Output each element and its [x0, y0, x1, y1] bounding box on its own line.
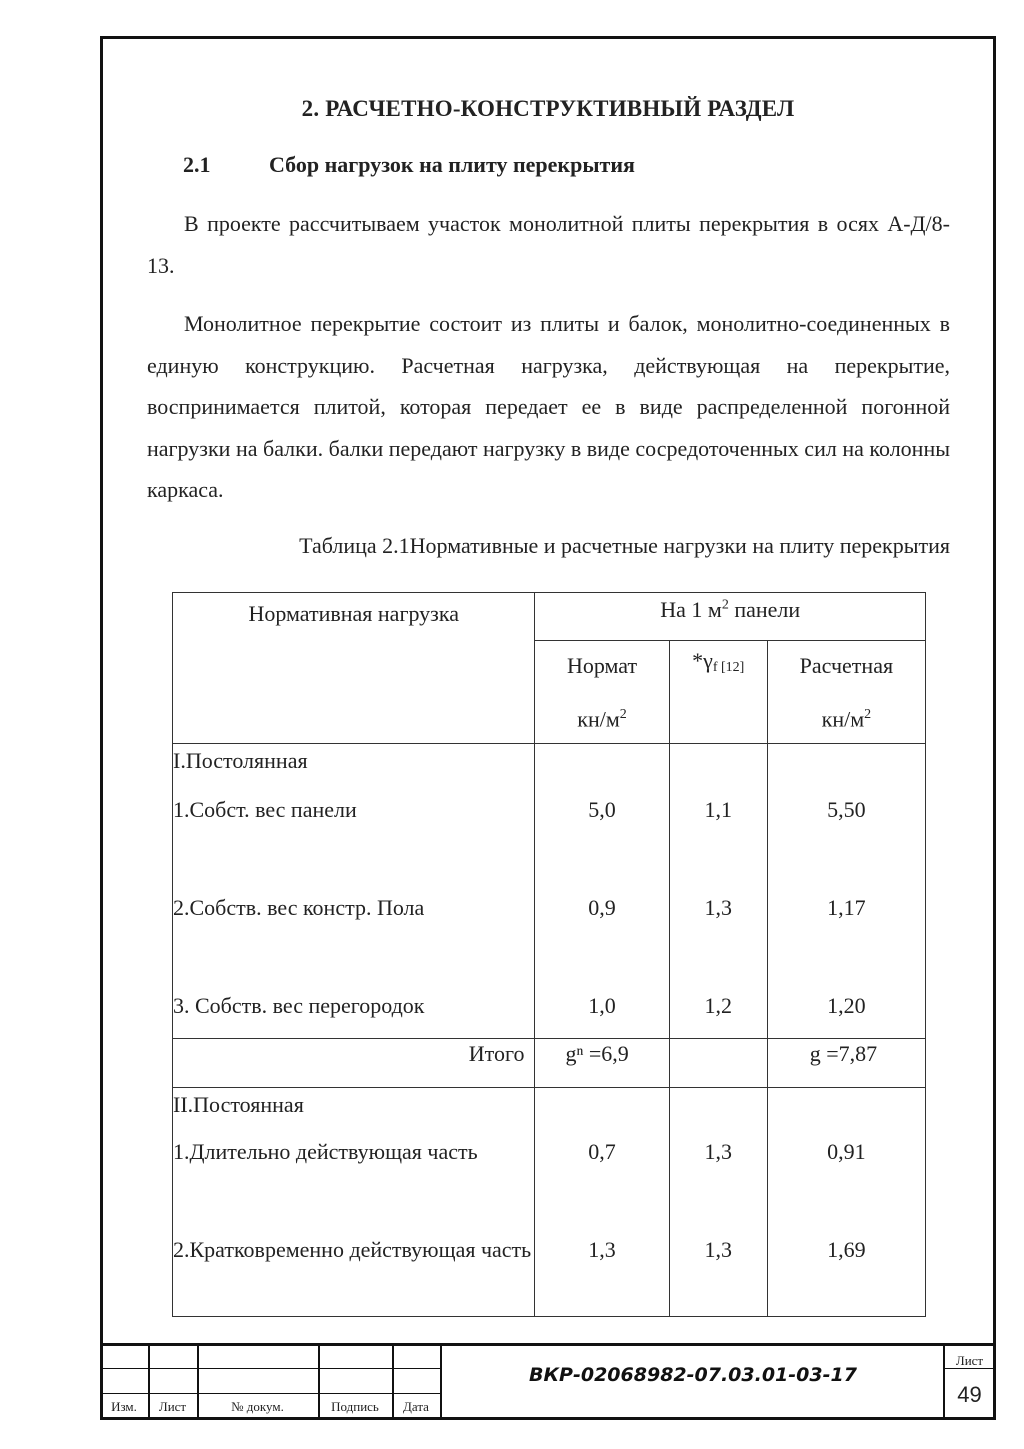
title-block-row-line: [100, 1368, 442, 1369]
group-1-row-3-gamma: 1,2: [704, 993, 732, 1019]
header-calc-sup: 2: [864, 707, 872, 722]
sheet-label: Лист: [955, 1353, 984, 1368]
title-block-divider: [440, 1346, 442, 1420]
title-block: [100, 1343, 996, 1420]
group-1-calc-values: [767, 744, 925, 1039]
group-1-norm-values: [535, 744, 669, 1039]
total-row: [173, 1039, 926, 1088]
group-1-title: I.Постолянная: [173, 748, 308, 774]
group-2-row-1-norm: 0,7: [588, 1139, 616, 1165]
group-2-norm-values: [535, 1088, 669, 1317]
document-code: ВКР-02068982-07.03.01-03-17: [529, 1364, 857, 1386]
header-gamma: [669, 641, 767, 744]
header-per-unit-sup: 2: [721, 597, 729, 613]
group-1-row-1-gamma: 1,1: [704, 797, 732, 823]
label-sheet: Лист: [158, 1399, 187, 1414]
group-1-row-3-norm: 1,0: [588, 993, 616, 1019]
header-calc: [767, 641, 925, 744]
group-1-names: [173, 744, 535, 1039]
paragraph-2: Монолитное перекрытие состоит из плиты и балок, монолитно-соединенных в единую конструкцию. Расчетная нагрузка, действующая на перекрытие, воспринимается плитой, которая передает ее в виде распределенной погонной нагрузки на балки. балки передают нагрузку в виде сосредоточенных сил на колонны каркаса.: [147, 311, 950, 502]
group-1-block: [173, 744, 926, 1039]
group-2-row-2-name: 2.Кратковременно действующая часть: [173, 1237, 532, 1263]
table-caption: Таблица 2.1Нормативные и расчетные нагрузки на плиту перекрытия: [299, 533, 950, 558]
header-per-unit: [535, 593, 926, 641]
group-1-row-2-norm: 0,9: [588, 895, 616, 921]
header-calc-unit: кн/м: [821, 706, 865, 732]
header-per-unit-prefix: На 1 м: [660, 597, 722, 622]
total-label: Итого: [173, 1039, 535, 1088]
group-1-row-1-name: 1.Собст. вес панели: [173, 797, 357, 823]
group-2-block: [173, 1088, 926, 1317]
header-norm-line2: [535, 690, 668, 743]
group-1-gamma-values: [669, 744, 767, 1039]
group-2-row-2-norm: 1,3: [588, 1237, 616, 1263]
header-load-name-text: Нормативная нагрузка: [248, 601, 459, 626]
header-gamma-sub: f [12]: [712, 660, 745, 675]
group-1-row-3-name: 3. Собств. вес перегородок: [173, 993, 425, 1019]
group-2-names: [173, 1088, 535, 1317]
group-2-calc-values: [767, 1088, 925, 1317]
section-heading: 2. РАСЧЕТНО-КОНСТРУКТИВНЫЙ РАЗДЕЛ: [301, 96, 795, 121]
header-norm-unit: кн/м: [577, 706, 620, 732]
header-calc-line1: Расчетная: [799, 653, 894, 678]
group-1-row-2-calc: 1,17: [827, 895, 866, 921]
loads-table: [172, 592, 926, 1317]
group-2-row-2-gamma: 1,3: [704, 1237, 732, 1263]
group-2-row-1-calc: 0,91: [827, 1139, 866, 1165]
total-gamma-empty: [669, 1039, 767, 1088]
header-norm-sup: 2: [619, 707, 627, 722]
subsection-title: Сбор нагрузок на плиту перекрытия: [269, 152, 635, 177]
label-signature: Подпись: [331, 1399, 379, 1414]
subsection-number: 2.1: [183, 152, 211, 177]
paragraph-1: В проекте рассчитываем участок монолитной плиты перекрытия в осях А-Д/8-13.: [147, 211, 950, 278]
label-doc-number: № докум.: [231, 1399, 284, 1414]
group-2-row-1-name: 1.Длительно действующая часть: [173, 1139, 478, 1165]
group-2-row-1-gamma: 1,3: [704, 1139, 732, 1165]
group-1-row-1-norm: 5,0: [588, 797, 616, 823]
header-norm-line1: Нормат: [566, 653, 638, 678]
header-load-name: [173, 593, 535, 744]
group-1-row-1-calc: 5,50: [827, 797, 866, 823]
header-per-unit-suffix: панели: [728, 597, 801, 622]
label-change: Изм.: [111, 1399, 137, 1414]
total-norm: gⁿ =6,9: [535, 1039, 669, 1088]
total-calc: g =7,87: [767, 1039, 925, 1088]
group-2-row-2-calc: 1,69: [827, 1237, 866, 1263]
header-gamma-symbol: *γ: [692, 648, 713, 673]
subsection-heading: [183, 152, 635, 178]
group-1-row-2-gamma: 1,3: [704, 895, 732, 921]
sheet-number: 49: [957, 1382, 982, 1407]
header-calc-line2: [768, 690, 925, 743]
label-date: Дата: [403, 1399, 429, 1414]
group-1-row-2-name: 2.Собств. вес констр. Пола: [173, 895, 425, 921]
header-norm: [535, 641, 669, 744]
group-2-title: II.Постоянная: [173, 1092, 304, 1118]
title-block-row-line: [100, 1393, 442, 1394]
group-2-gamma-values: [669, 1088, 767, 1317]
table-header-row: [173, 593, 926, 641]
group-1-row-3-calc: 1,20: [827, 993, 866, 1019]
